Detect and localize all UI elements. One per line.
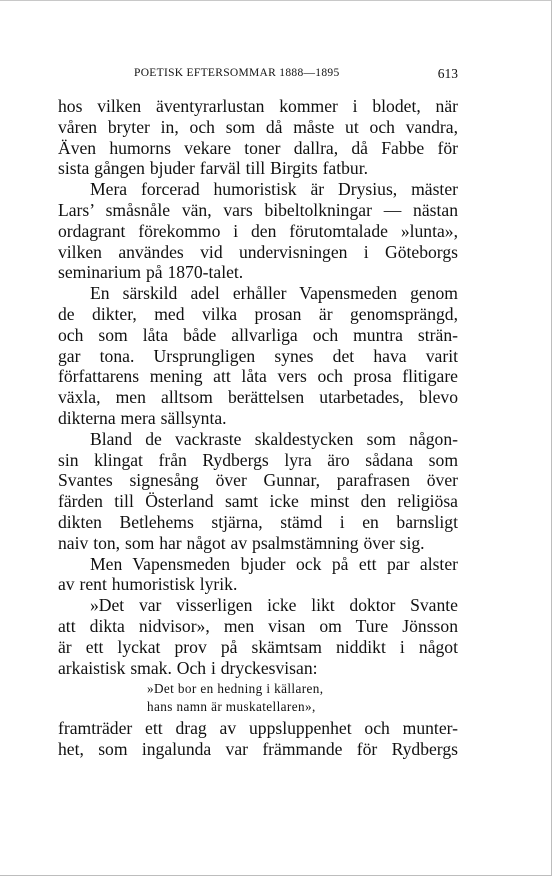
text-line: Lars’ småsnåle vän, vars bibeltolkningar — nästan xyxy=(58,199,458,220)
verse-line: hans namn är muskatellaren», xyxy=(147,698,316,714)
text-line: Mera forcerad humoristisk är Drysius, mäster xyxy=(90,179,458,200)
text-line: färden till Österland samt icke minst den religiösa xyxy=(58,491,458,512)
text-line: arkaistisk smak. Och i dryckesvisan: xyxy=(58,657,318,678)
text-line: dikten Betlehems stjärna, stämd i en barnsligt xyxy=(58,511,458,532)
text-line: »Det var visserligen icke likt doktor Svante xyxy=(90,595,458,616)
verse-quote xyxy=(58,680,458,715)
text-line: naiv ton, som har något av psalmstämning över sig. xyxy=(58,532,425,553)
running-title: POETISK EFTERSOMMAR 1888—1895 xyxy=(134,67,340,79)
text-line: framträder ett drag av uppsluppenhet och munter- xyxy=(58,718,458,739)
text-line: sin klingat från Rydbergs lyra äro sådana som xyxy=(58,449,458,470)
text-line: och som låta både allvarliga och muntra strän- xyxy=(58,324,458,345)
text-line: sista gången bjuder farväl till Birgits fatbur. xyxy=(58,158,369,179)
text-line: Svantes signesång över Gunnar, parafrasen över xyxy=(58,470,458,491)
text-line: vilken användes vid undervisningen i Göteborgs xyxy=(58,241,458,262)
page-number: 613 xyxy=(437,66,458,81)
page-header xyxy=(58,67,458,83)
text-line: våren bryter in, och som då måste ut och vandra, xyxy=(58,116,458,137)
text-line: het, som ingalunda var främmande för Rydbergs xyxy=(58,739,458,760)
text-line: är ett lyckat prov på skämtsam niddikt i något xyxy=(58,636,458,657)
text-line: växla, men alltsom berättelsen utarbetades, blevo xyxy=(58,387,458,408)
text-line: En särskild adel erhåller Vapensmeden genom xyxy=(90,283,458,304)
text-line: Bland de vackraste skaldestycken som någon- xyxy=(90,428,458,449)
text-line: seminarium på 1870-talet. xyxy=(58,262,244,283)
text-line: av rent humoristisk lyrik. xyxy=(58,574,238,595)
text-line: de dikter, med vilka prosan är genomsprängd, xyxy=(58,303,458,324)
text-line: Men Vapensmeden bjuder ock på ett par alster xyxy=(90,553,458,574)
text-line: dikterna mera sällsynta. xyxy=(58,407,227,428)
text-line: hos vilken äventyrarlustan kommer i blodet, när xyxy=(58,96,458,116)
body-text xyxy=(58,96,458,760)
text-line: ordagrant förekommo i den förutomtalade »lunta», xyxy=(58,220,458,241)
text-line: gar tona. Ursprungligen synes det hava varit xyxy=(58,345,458,366)
verse-line: »Det bor en hedning i källaren, xyxy=(147,681,324,697)
text-line: att dikta nidvisor», men visan om Ture Jönsson xyxy=(58,615,458,636)
text-line: Även humorns vekare toner dallra, då Fabbe för xyxy=(58,137,458,158)
text-line: författarens mening att låta vers och prosa flitigare xyxy=(58,366,458,387)
